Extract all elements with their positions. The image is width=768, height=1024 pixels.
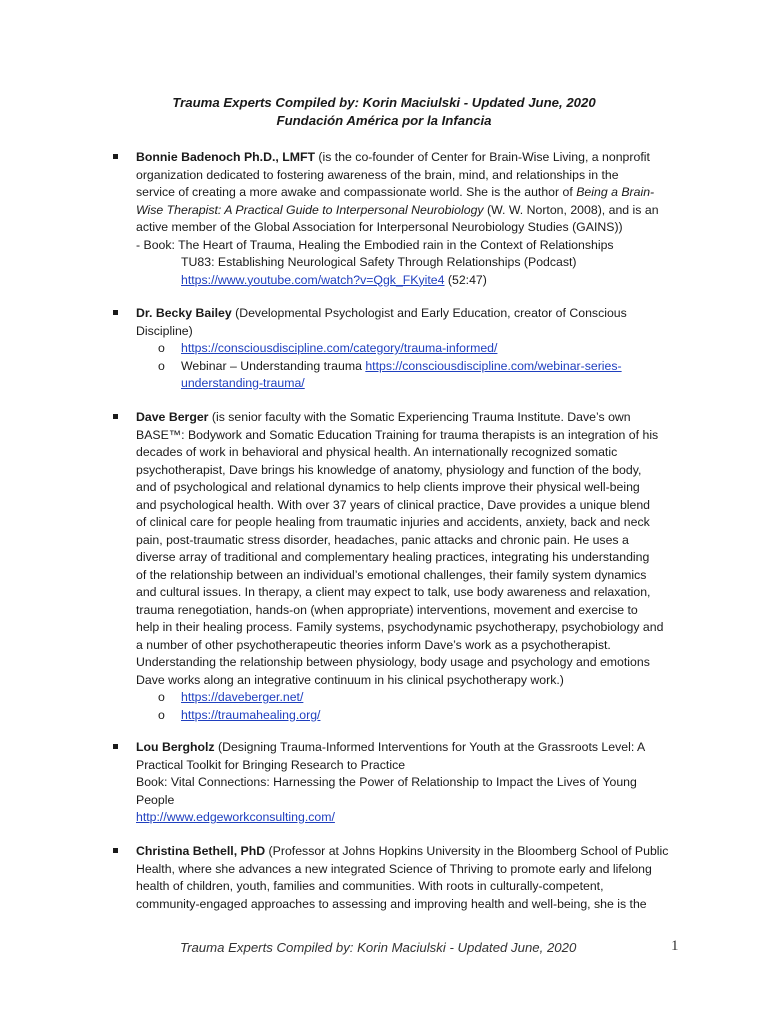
entry-bethell: Christina Bethell, PhD (Professor at Johns Hopkins University in the Bloomberg School of Public Health, where she advances a new integrated Science of Thriving to promote early and lifelong health of children, youth, families and communities. With roots in culturally-competent, community-engaged approaches to assessing and improving health and well-being, she is the: [136, 843, 684, 913]
sub-bullet-marker: o: [158, 358, 165, 373]
book-title: Wise Therapist: A Practical Guide to Interpersonal Neurobiology: [136, 202, 484, 217]
sub-bullet-marker: o: [158, 341, 165, 355]
bullet-marker: [113, 154, 118, 159]
sub-list-item: [136, 340, 684, 358]
sub-list-item: [136, 689, 684, 707]
podcast-line: TU83: Establishing Neurological Safety Through Relationships (Podcast): [181, 255, 577, 269]
header-title: Trauma Experts Compiled by: Korin Maciulski - Updated June, 2020: [172, 95, 596, 110]
youtube-link[interactable]: https://www.youtube.com/watch?v=Qgk_FKyite4: [181, 272, 445, 287]
expert-name: Lou Bergholz: [136, 740, 215, 754]
conscious-discipline-link[interactable]: https://consciousdiscipline.com/category/trauma-informed/: [181, 341, 498, 355]
bullet-marker: [113, 744, 118, 749]
book-title: Being a Brain-: [576, 185, 655, 199]
expert-name: Bonnie Badenoch Ph.D., LMFT: [136, 150, 315, 164]
page-number: 1: [671, 938, 679, 954]
expert-name: Dave Berger: [136, 410, 209, 424]
traumahealing-link[interactable]: https://traumahealing.org/: [181, 707, 321, 722]
page-footer: [0, 940, 768, 960]
bullet-marker: [113, 848, 118, 853]
header-organization: Fundación América por la Infancia: [276, 113, 492, 128]
webinar-link-continued[interactable]: understanding-trauma/: [181, 376, 305, 390]
entry-badenoch: Bonnie Badenoch Ph.D., LMFT (is the co-founder of Center for Brain-Wise Living, a nonprofit organization dedicated to fostering awareness of the brain, mind, and relationships in the service of creating a more awake and compassionate world. She is the author of Being a Brain- Wise Therapist: A Practical Guide to Interpersonal Neurobiology (W. W. Norton, 2008), and is an active member of the Global Association for Interpersonal Neurobiology Studies (GAINS)) - Book: The Heart of Trauma, Healing the Embodied rain in the Context of Relationships TU83: Establishing Neurological Safety Through Relationships (Podcast) https://www.youtube.com/watch?v=Qgk_FKyite4 (52:47): [136, 149, 684, 289]
sub-bullet-marker: o: [158, 690, 165, 704]
bullet-marker: [113, 310, 118, 315]
daveberger-link[interactable]: https://daveberger.net/: [181, 690, 304, 704]
webinar-link[interactable]: https://consciousdiscipline.com/webinar-series-: [365, 358, 622, 373]
sub-list-item: [136, 707, 684, 725]
book-line: - Book: The Heart of Trauma, Healing the Embodied rain in the Context of Relationships: [136, 237, 614, 252]
entry-bergholz: Lou Bergholz (Designing Trauma-Informed Interventions for Youth at the Grassroots Level: A Practical Toolkit for Bringing Research to Practice Book: Vital Connections: Harnessing the Power of Relationship to Impact the Lives of Young People http://www.edgeworkconsulting.com/: [136, 739, 684, 827]
entry-bailey: Dr. Becky Bailey (Developmental Psychologist and Early Education, creator of Conscious Discipline) o https://consciousdiscipline.com/category/trauma-informed/ o Webinar – Understanding trauma https://consciousdiscipline.com/webinar-series- understanding-trauma/: [136, 305, 684, 393]
bullet-marker: [113, 414, 118, 419]
edgework-link[interactable]: http://www.edgeworkconsulting.com/: [136, 810, 335, 824]
expert-name: Christina Bethell, PhD: [136, 844, 266, 858]
entry-berger: Dave Berger (is senior faculty with the Somatic Experiencing Trauma Institute. Dave’s own BASE™: Bodywork and Somatic Education Training for trauma therapists is an integration of his decades of work in behavioral and physical health. An internationally recognized somatic psychotherapist, Dave brings his knowledge of anatomy, physiology and function of the body, and of psychological and relational dynamics to help clients improve their physical well-being and psychological health. With over 37 years of clinical practice, Dave provides a unique blend of clinical care for people healing from traumatic injuries and accidents, anxiety, back and neck pain, post-traumatic stress disorder, headaches, panic attacks and chronic pain. He uses a diverse array of traditional and complementary healing practices, integrating his understanding of the relationship between an individual’s emotional challenges, their family system dynamics and cultural issues. In therapy, a client may expect to talk, use body awareness and relaxation, trauma renegotiation, hands-on (when appropriate) interventions, movement and exercise to help in their healing process. Family systems, psychodynamic psychotherapy, psychobiology and a number of other psychotherapeutic theories inform Dave’s work as a psychotherapist. Understanding the relationship between physiology, body usage and psychology and emotions Dave works along an integrative continuum in his clinical psychotherapy work.) o https://daveberger.net/ o https://traumahealing.org/: [136, 409, 684, 724]
sub-bullet-marker: o: [158, 707, 165, 722]
book-line: Book: Vital Connections: Harnessing the Power of Relationship to Impact the Lives of Young: [136, 775, 637, 789]
document-header: [0, 94, 768, 130]
sub-list-item: o Webinar – Understanding trauma https://consciousdiscipline.com/webinar-series-: [136, 358, 684, 376]
expert-name: Dr. Becky Bailey: [136, 306, 232, 320]
footer-text: Trauma Experts Compiled by: Korin Maciulski - Updated June, 2020: [180, 940, 577, 955]
